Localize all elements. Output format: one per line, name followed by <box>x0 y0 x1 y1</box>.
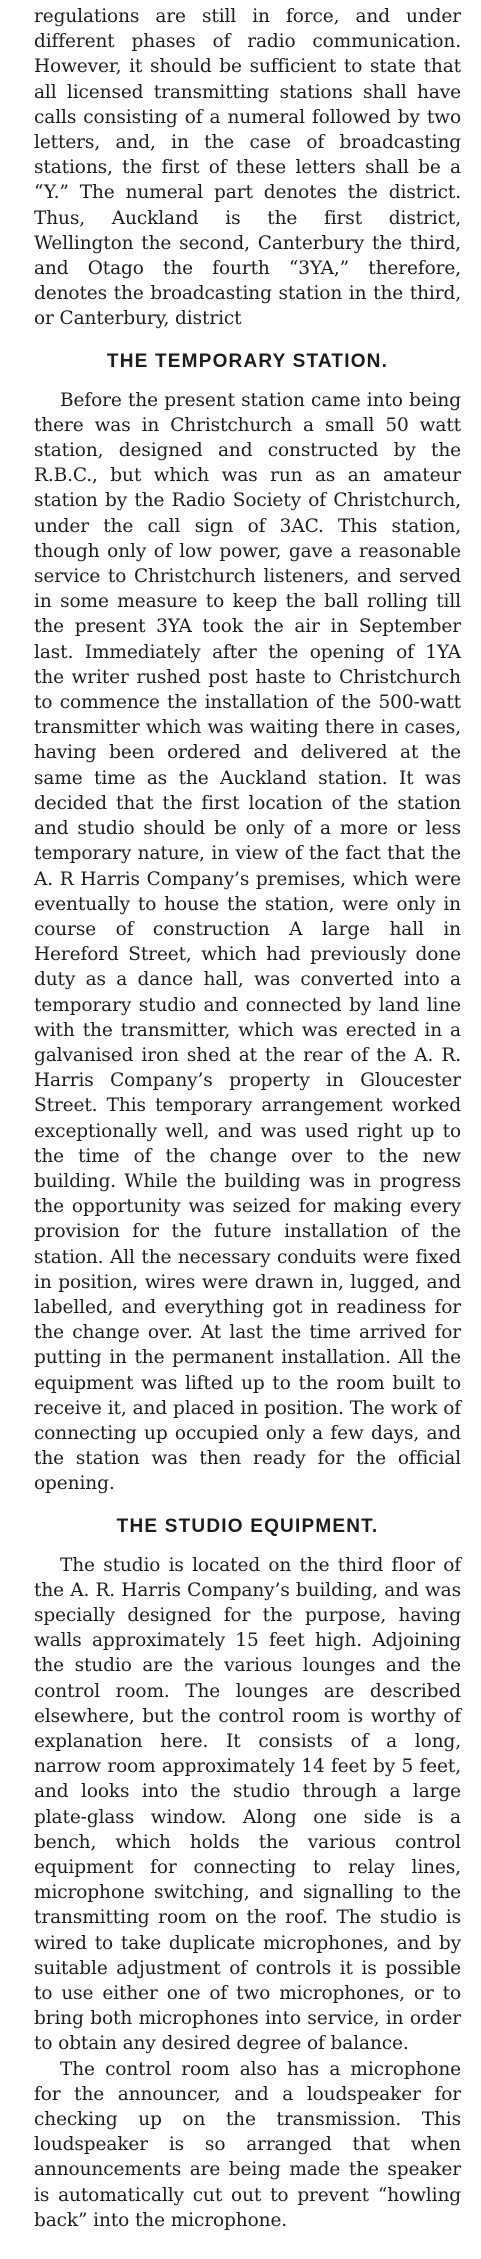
intro-paragraph: regulations are still in force, and under different phases of radio communication. However, it should be sufficient to state that all licensed transmitting stations shall have calls consisting of a numeral followed by two letters, and, in the case of broadcasting stations, the first of these letters shall be a “Y.” The numeral part denotes the district. Thus, Auckland is the first district, Wellington the second, Canterbury the third, and Otago the fourth “3YA,” therefore, denotes the broadcasting station in the third, or Canterbury, district <box>34 6 461 330</box>
studio-paragraph-2: The control room also has a microphone for the announcer, and a loudspeaker for checking up on the transmission. This loudspeaker is so arranged that when announcements are being made the speaker is automatically cut out to prevent “howling back” into the microphone. <box>34 2058 461 2231</box>
studio-paragraph-1: The studio is located on the third floor of the A. R. Harris Company’s building, and was specially designed for the purpose, having walls approximately 15 feet high. Adjoining the studio are the various lounges and the control room. The lounges are described elsewhere, but the control room is worthy of explanation here. It consists of a long, narrow room approximately 14 feet by 5 feet, and looks into the studio through a large plate-glass window. Along one side is a bench, which holds the various control equipment for connecting to relay lines, microphone switching, and signalling to the transmitting room on the roof. The studio is wired to take duplicate microphones, and by suitable adjustment of controls it is possible to use either one of two microphones, or to bring both microphones into service, in order to obtain any desired degree of balance. <box>34 1554 461 2055</box>
section-heading-temporary-station: THE TEMPORARY STATION. <box>106 350 389 372</box>
temporary-station-paragraph: Before the present station came into being there was in Christchurch a small 50 watt station, designed and constructed by the R.B.C., but which was run as an amateur station by the Radio Society of Christchurch, under the call sign of 3AC. This station, though only of low power, gave a reasonable service to Christchurch listeners, and served in some measure to keep the ball rolling till the present 3YA took the air in September last. Immediately after the opening of 1YA the writer rushed post haste to Christchurch to commence the installation of the 500-watt transmitter which was waiting there in cases, having been ordered and delivered at the same time as the Auckland station. It was decided that the first location of the station and studio should be only of a more or less temporary nature, in view of the fact that the A. R Harris Company’s premises, which were eventually to house the station, were only in course of construction A large hall in Hereford Street, which had previously done duty as a dance hall, was converted into a temporary studio and connected by land line with the transmitter, which was erected in a galvanised iron shed at the rear of the A. R. Harris Company’s property in Gloucester Street. This temporary arrangement worked exceptionally well, and was used right up to the time of the change over to the new building. While the building was in progress the opportunity was seized for making every provision for the future installation of the station. All the necessary conduits were fixed in position, wires were drawn in, lugged, and labelled, and everything got in readiness for the change over. At last the time arrived for putting in the permanent installation. All the equipment was lifted up to the room built to receive it, and placed in position. The work of connecting up occupied only a few days, and the station was then ready for the official opening. <box>34 389 461 1495</box>
section-heading-studio-equipment: THE STUDIO EQUIPMENT. <box>116 1515 379 1537</box>
